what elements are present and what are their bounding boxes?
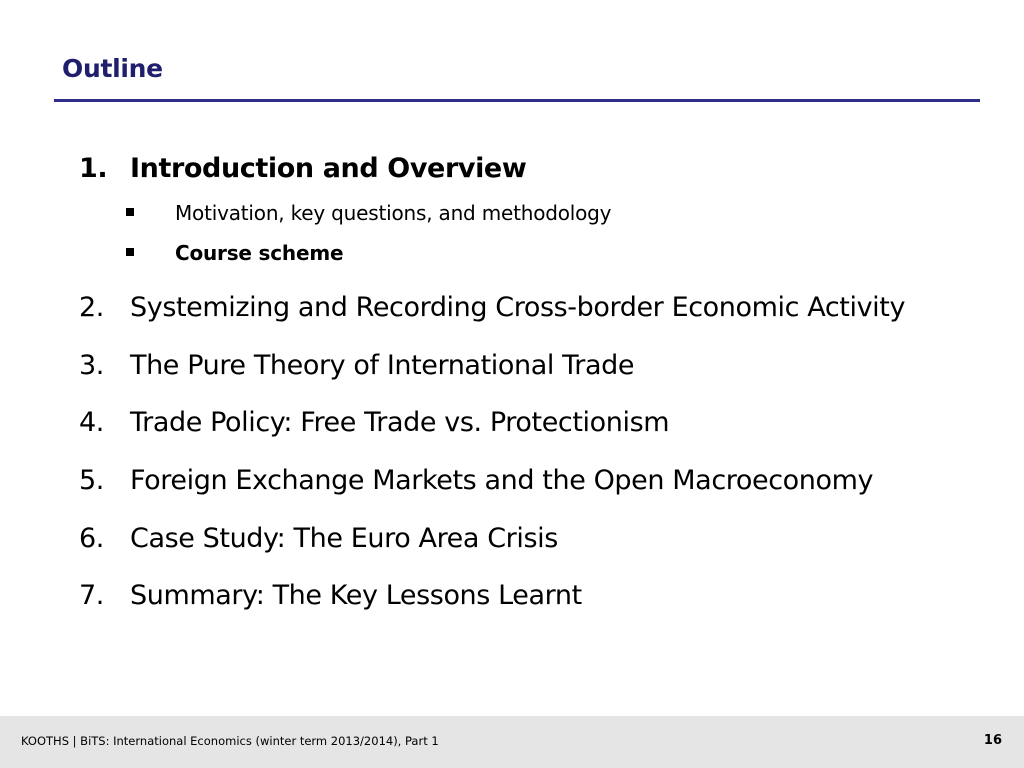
outline-subitem-label: Motivation, key questions, and methodology [175,201,612,225]
outline-item-number: 6. [79,523,104,554]
outline-subitem-label: Course scheme [175,241,344,265]
outline-item-number: 7. [79,580,104,611]
footer-text: KOOTHS | BiTS: International Economics (winter term 2013/2014), Part 1 [21,734,439,748]
outline-item-label: Summary: The Key Lessons Learnt [130,580,582,611]
outline-item-label: Foreign Exchange Markets and the Open Macroeconomy [130,465,874,496]
outline-item-number: 2. [79,292,104,323]
outline-item-label: Introduction and Overview [130,153,527,184]
slide-footer [0,716,1024,768]
outline-item-number: 5. [79,465,104,496]
page-number: 16 [983,733,1002,748]
title-divider [54,99,980,102]
outline-item-number: 1. [79,153,108,184]
outline-item-label: Trade Policy: Free Trade vs. Protectionism [130,407,670,438]
outline-item-label: Case Study: The Euro Area Crisis [130,523,558,554]
slide-title: Outline [62,54,163,83]
square-bullet-icon [126,208,134,216]
outline-item-number: 4. [79,407,104,438]
outline-item-number: 3. [79,350,104,381]
outline-item-label: Systemizing and Recording Cross-border Economic Activity [130,292,906,323]
outline-item-label: The Pure Theory of International Trade [130,350,635,381]
square-bullet-icon [126,248,134,256]
